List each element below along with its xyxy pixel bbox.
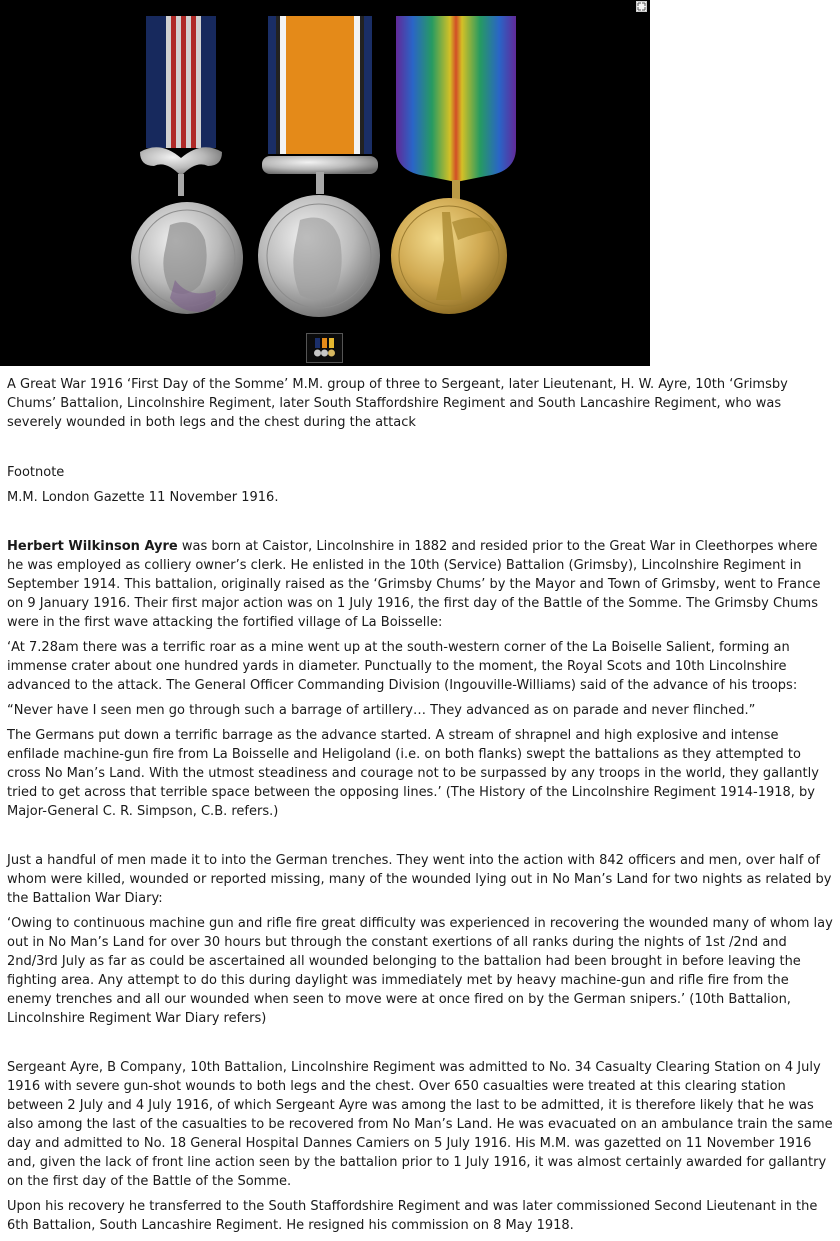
bio-name: Herbert Wilkinson Ayre <box>7 539 178 554</box>
thumbnail-button[interactable] <box>306 333 343 363</box>
victory-medal-ribbon <box>396 16 516 182</box>
gazette-line: M.M. London Gazette 11 November 1916. <box>7 490 279 505</box>
bio-paragraph-7: Sergeant Ayre, B Company, 10th Battalion, Lincolnshire Regiment was admitted to No. 34 Casualty Clearing Station on 4 July 1916 with severe gun-shot wounds to both legs and the chest. Over 650 casualties were treated at this clearing station between 2 July and 4 July 1916, of which Sergeant Ayre was among the last to be admitted, it is therefore likely that he was also among the last of the casualties to be recovered from No Man’s Land. He was evacuated on an ambulance train the same day and admitted to No. 18 General Hospital Dannes Camiers on 5 July 1916. His M.M. was gazetted on 11 November 1916 and, given the lack of front line action seen by the battalion prior to 1 July 1916, it was almost certainly awarded for gallantry on the first day of the Battle of the Somme. <box>7 1060 833 1189</box>
british-war-medal-ribbon <box>268 16 372 154</box>
medal-photo[interactable] <box>0 0 650 366</box>
expand-icon[interactable] <box>636 1 647 12</box>
lot-description <box>7 375 833 1241</box>
bio-paragraph-1-text: was born at Caistor, Lincolnshire in 1882 and resided prior to the Great War in Cleethorpes where he was employed as colliery owner’s clerk. He enlisted in the 10th (Service) Battalion (Grimsby), Lincolnshire Regiment in September 1914. This battalion, originally raised as the ‘Grimsby Chums’ by the Mayor and Town of Grimsby, went to France on 9 January 1916. Their first major action was on 1 July 1916, the first day of the Battle of the Somme. The Grimsby Chums were in the first wave attacking the fortified village of La Boisselle: <box>7 539 821 630</box>
medal-group-image <box>0 0 650 366</box>
bio-paragraph-1 <box>7 537 833 632</box>
military-medal-ribbon <box>146 16 216 148</box>
bio-paragraph-2: ‘At 7.28am there was a terrific roar as a mine went up at the south-western corner of the La Boiselle Salient, forming an immense crater about one hundred yards in diameter. Punctually to the moment, the Royal Scots and 10th Lincolnshire advanced to the attack. The General Officer Commanding Division (Ingouville-Williams) said of the advance of his troops: <box>7 640 798 693</box>
bio-paragraph-4: The Germans put down a terrific barrage as the advance started. A stream of shrapnel and high explosive and intense enfilade machine-gun fire from La Boisselle and Heligoland (i.e. on both flanks) swept the battalions as they attempted to cross No Man’s Land. With the utmost steadiness and courage not to be surpassed by any troops in the world, they gallantly tried to get across that terrible space between the opposing lines.’ (The History of the Lincolnshire Regiment 1914-1918, by Major-General C. R. Simpson, C.B. refers.) <box>7 728 819 819</box>
bio-paragraph-8: Upon his recovery he transferred to the South Staffordshire Regiment and was later commissioned Second Lieutenant in the 6th Battalion, South Lancashire Regiment. He resigned his commission on 8 May 1918. <box>7 1199 818 1233</box>
bio-quote: “Never have I seen men go through such a barrage of artillery… They advanced as on parade and never flinched.” <box>7 703 756 718</box>
bio-paragraph-5: Just a handful of men made it to into the German trenches. They went into the action with 842 officers and men, over half of whom were killed, wounded or reported missing, many of the wounded lying out in No Man’s Land for two nights as related by the Battalion War Diary: <box>7 853 832 906</box>
thumbnail-image <box>307 334 342 362</box>
lot-caption: A Great War 1916 ‘First Day of the Somme’ M.M. group of three to Sergeant, later Lieutenant, H. W. Ayre, 10th ‘Grimsby Chums’ Battalion, Lincolnshire Regiment, later South Staffordshire Regiment and South Lancashire Regiment, who was severely wounded in both legs and the chest during the attack <box>7 377 788 430</box>
footnote-heading: Footnote <box>7 465 65 480</box>
bio-paragraph-6: ‘Owing to continuous machine gun and rifle fire great difficulty was experienced in recovering the wounded many of whom lay out in No Man’s Land for over 30 hours but through the constant exertions of all ranks during the nights of 1st /2nd and 2nd/3rd July as far as could be ascertained all wounded belonging to the battalion had been brought in before leaving the fighting area. Any attempt to do this during daylight was immediately met by heavy machine-gun and rifle fire from the enemy trenches and all our wounded when seen to move were at once fired on by the German snipers.’ (10th Battalion, Lincolnshire Regiment War Diary refers) <box>7 916 833 1026</box>
